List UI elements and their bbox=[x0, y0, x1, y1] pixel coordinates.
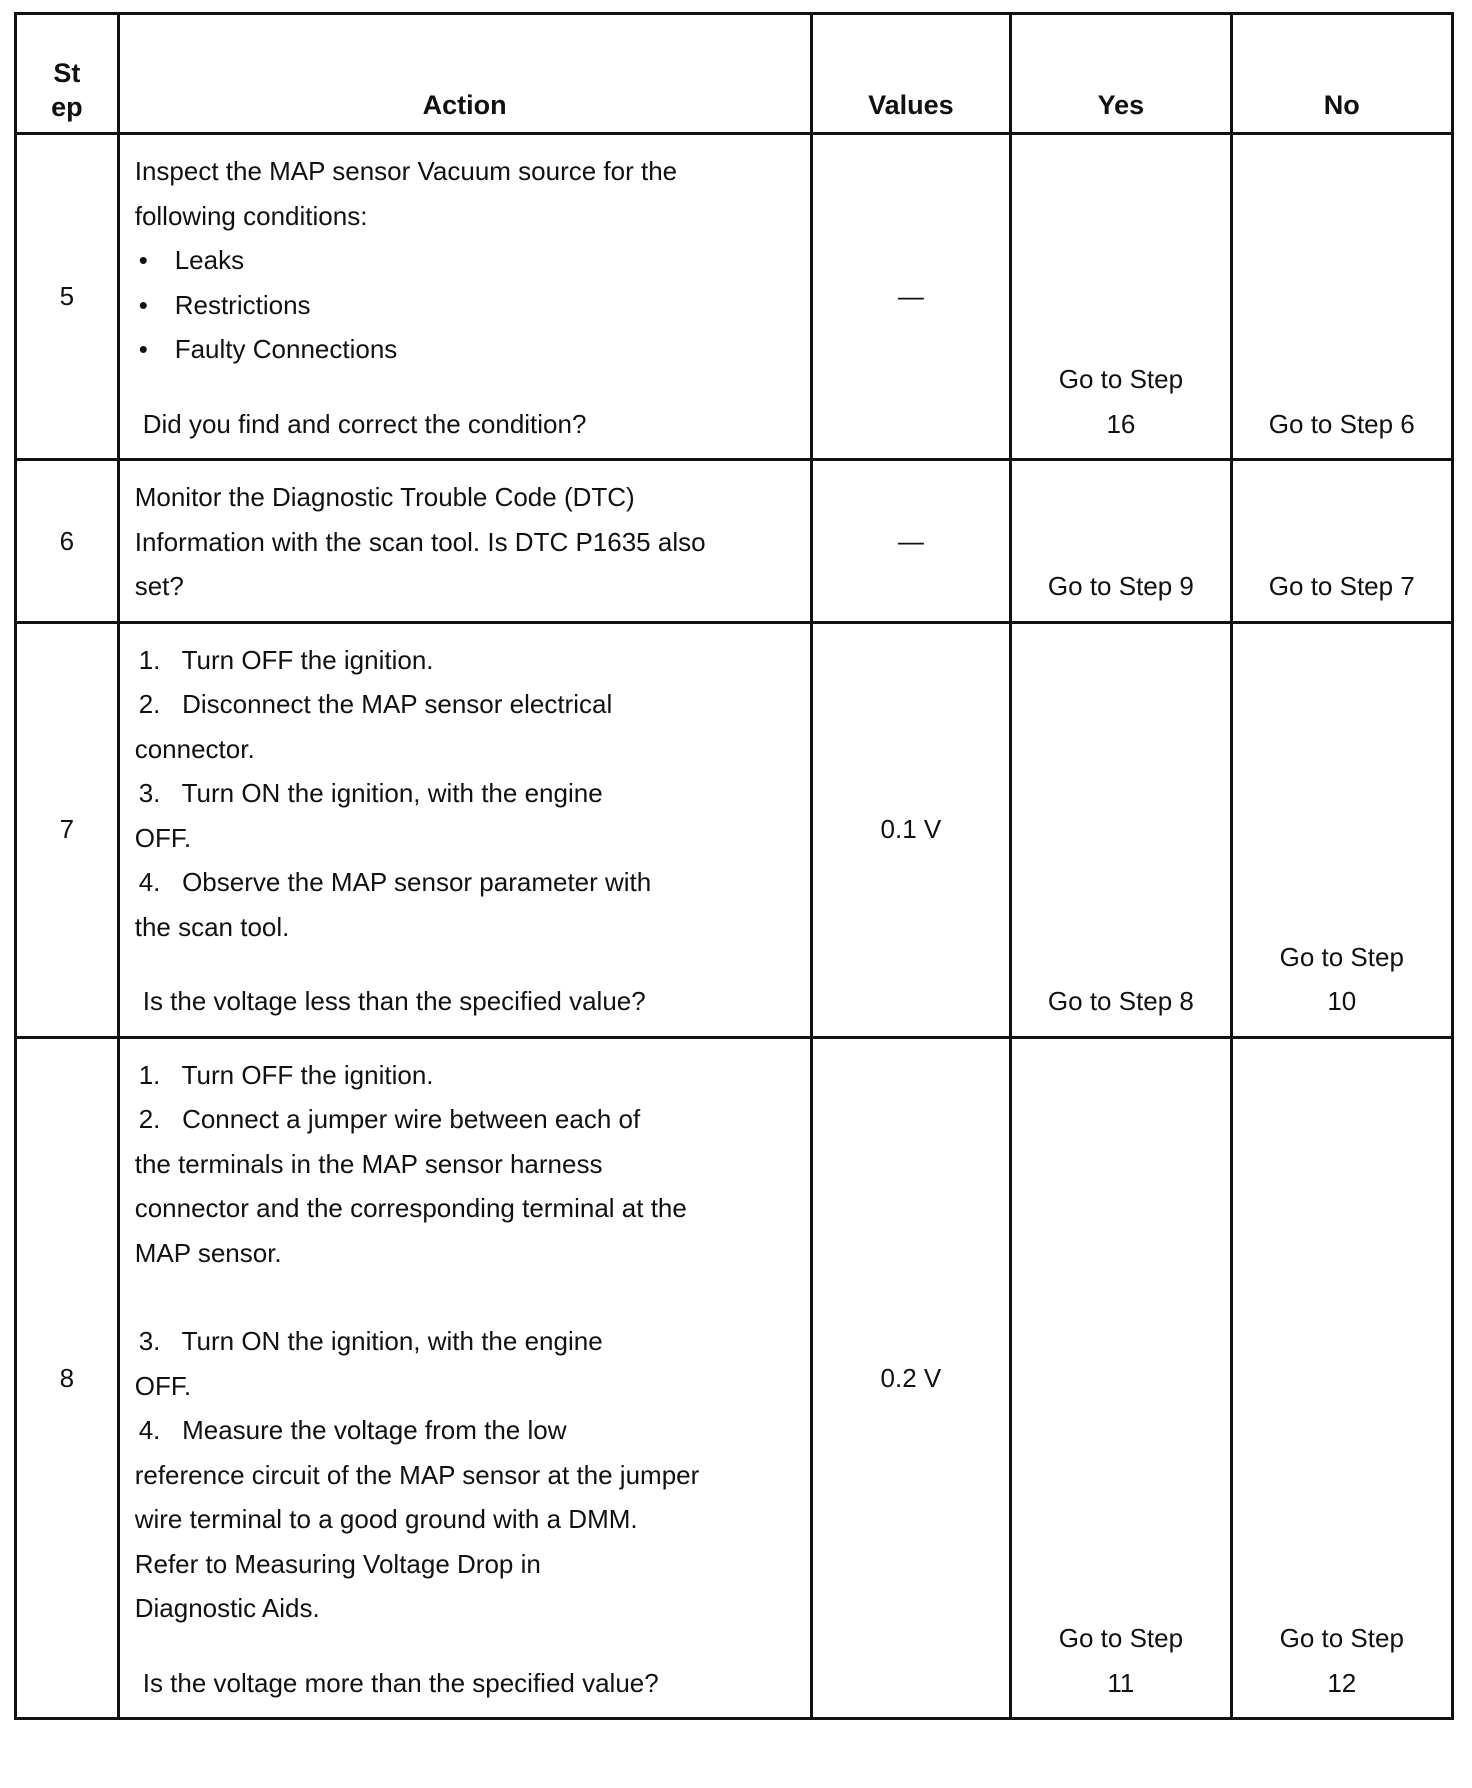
action-line: 1. Turn OFF the ignition. bbox=[138, 644, 434, 675]
no-cell bbox=[1231, 1037, 1452, 1719]
header-yes: Yes bbox=[1011, 14, 1231, 134]
action-cell bbox=[118, 460, 811, 623]
action-cell bbox=[118, 1037, 811, 1719]
action-line: Refer to Measuring Voltage Drop in bbox=[134, 1548, 541, 1579]
yes-text: 11 bbox=[1107, 1667, 1135, 1698]
no-text: Go to Step 7 bbox=[1268, 571, 1415, 601]
action-line: wire terminal to a good ground with a DMM. bbox=[134, 1504, 638, 1534]
step-number: 5 bbox=[16, 134, 119, 460]
header-values: Values bbox=[811, 14, 1011, 134]
header-row bbox=[16, 14, 1453, 134]
bullet-item: • Restrictions bbox=[135, 283, 800, 328]
step-number: 7 bbox=[16, 622, 119, 1037]
action-line: connector. bbox=[134, 733, 255, 764]
no-text: Go to Step bbox=[1279, 941, 1404, 972]
action-line: Information with the scan tool. Is DTC P1635 also bbox=[134, 526, 706, 557]
header-no: No bbox=[1231, 14, 1452, 134]
action-line: 4. Observe the MAP sensor parameter with bbox=[138, 867, 652, 897]
step-number: 6 bbox=[16, 460, 119, 623]
no-text: 10 bbox=[1327, 986, 1357, 1016]
action-line: the scan tool. bbox=[134, 911, 290, 942]
diagnostic-table bbox=[14, 12, 1454, 1720]
action-line: 3. Turn ON the ignition, with the engine bbox=[138, 1326, 603, 1356]
bullet-item: • Faulty Connections bbox=[135, 327, 800, 372]
value-cell: 0.2 V bbox=[811, 1037, 1011, 1719]
no-text: 12 bbox=[1327, 1667, 1357, 1698]
action-line: Diagnostic Aids. bbox=[134, 1593, 320, 1623]
action-cell bbox=[118, 622, 811, 1037]
no-text: Go to Step 6 bbox=[1268, 408, 1415, 439]
yes-text: 16 bbox=[1106, 408, 1136, 439]
table-row-step-6 bbox=[16, 460, 1453, 623]
action-line: connector and the corresponding terminal at the bbox=[134, 1193, 687, 1223]
header-action: Action bbox=[118, 14, 811, 134]
action-line: the terminals in the MAP sensor harness bbox=[134, 1148, 603, 1179]
action-line: following conditions: bbox=[134, 200, 368, 231]
action-line: 2. Disconnect the MAP sensor electrical bbox=[138, 689, 613, 719]
action-line: set? bbox=[134, 571, 184, 601]
yes-cell bbox=[1011, 460, 1231, 623]
yes-cell bbox=[1011, 134, 1231, 460]
no-cell bbox=[1231, 134, 1452, 460]
action-line: reference circuit of the MAP sensor at the jumper bbox=[134, 1459, 700, 1490]
bullet-item: • Leaks bbox=[135, 238, 800, 283]
action-line: MAP sensor. bbox=[134, 1237, 282, 1268]
no-cell bbox=[1231, 622, 1452, 1037]
action-question: Did you find and correct the condition? bbox=[142, 408, 587, 439]
yes-cell bbox=[1011, 622, 1231, 1037]
action-cell bbox=[118, 134, 811, 460]
action-line: 4. Measure the voltage from the low bbox=[138, 1415, 567, 1445]
table-row-step-7 bbox=[16, 622, 1453, 1037]
yes-text: Go to Step 9 bbox=[1047, 571, 1194, 601]
action-line: Inspect the MAP sensor Vacuum source for the bbox=[134, 156, 678, 186]
action-line: 1. Turn OFF the ignition. bbox=[138, 1059, 434, 1090]
table-row-step-5 bbox=[16, 134, 1453, 460]
action-line: OFF. bbox=[134, 1370, 192, 1401]
action-line: 2. Connect a jumper wire between each of bbox=[138, 1104, 641, 1134]
yes-text: Go to Step bbox=[1058, 1623, 1184, 1653]
value-cell: 0.1 V bbox=[811, 622, 1011, 1037]
no-cell bbox=[1231, 460, 1452, 623]
value-cell: — bbox=[811, 460, 1011, 623]
action-question: Is the voltage less than the specified value? bbox=[142, 986, 646, 1016]
action-line: Monitor the Diagnostic Trouble Code (DTC) bbox=[134, 482, 635, 512]
table-row-step-8 bbox=[16, 1037, 1453, 1719]
yes-text: Go to Step bbox=[1058, 364, 1184, 394]
value-cell: — bbox=[811, 134, 1011, 460]
step-number: 8 bbox=[16, 1037, 119, 1719]
action-question: Is the voltage more than the specified value? bbox=[142, 1667, 659, 1698]
action-line: OFF. bbox=[134, 822, 192, 853]
action-line: 3. Turn ON the ignition, with the engine bbox=[138, 778, 603, 808]
header-step: St ep bbox=[16, 14, 119, 134]
yes-cell bbox=[1011, 1037, 1231, 1719]
no-text: Go to Step bbox=[1279, 1623, 1404, 1653]
yes-text: Go to Step 8 bbox=[1047, 986, 1194, 1016]
